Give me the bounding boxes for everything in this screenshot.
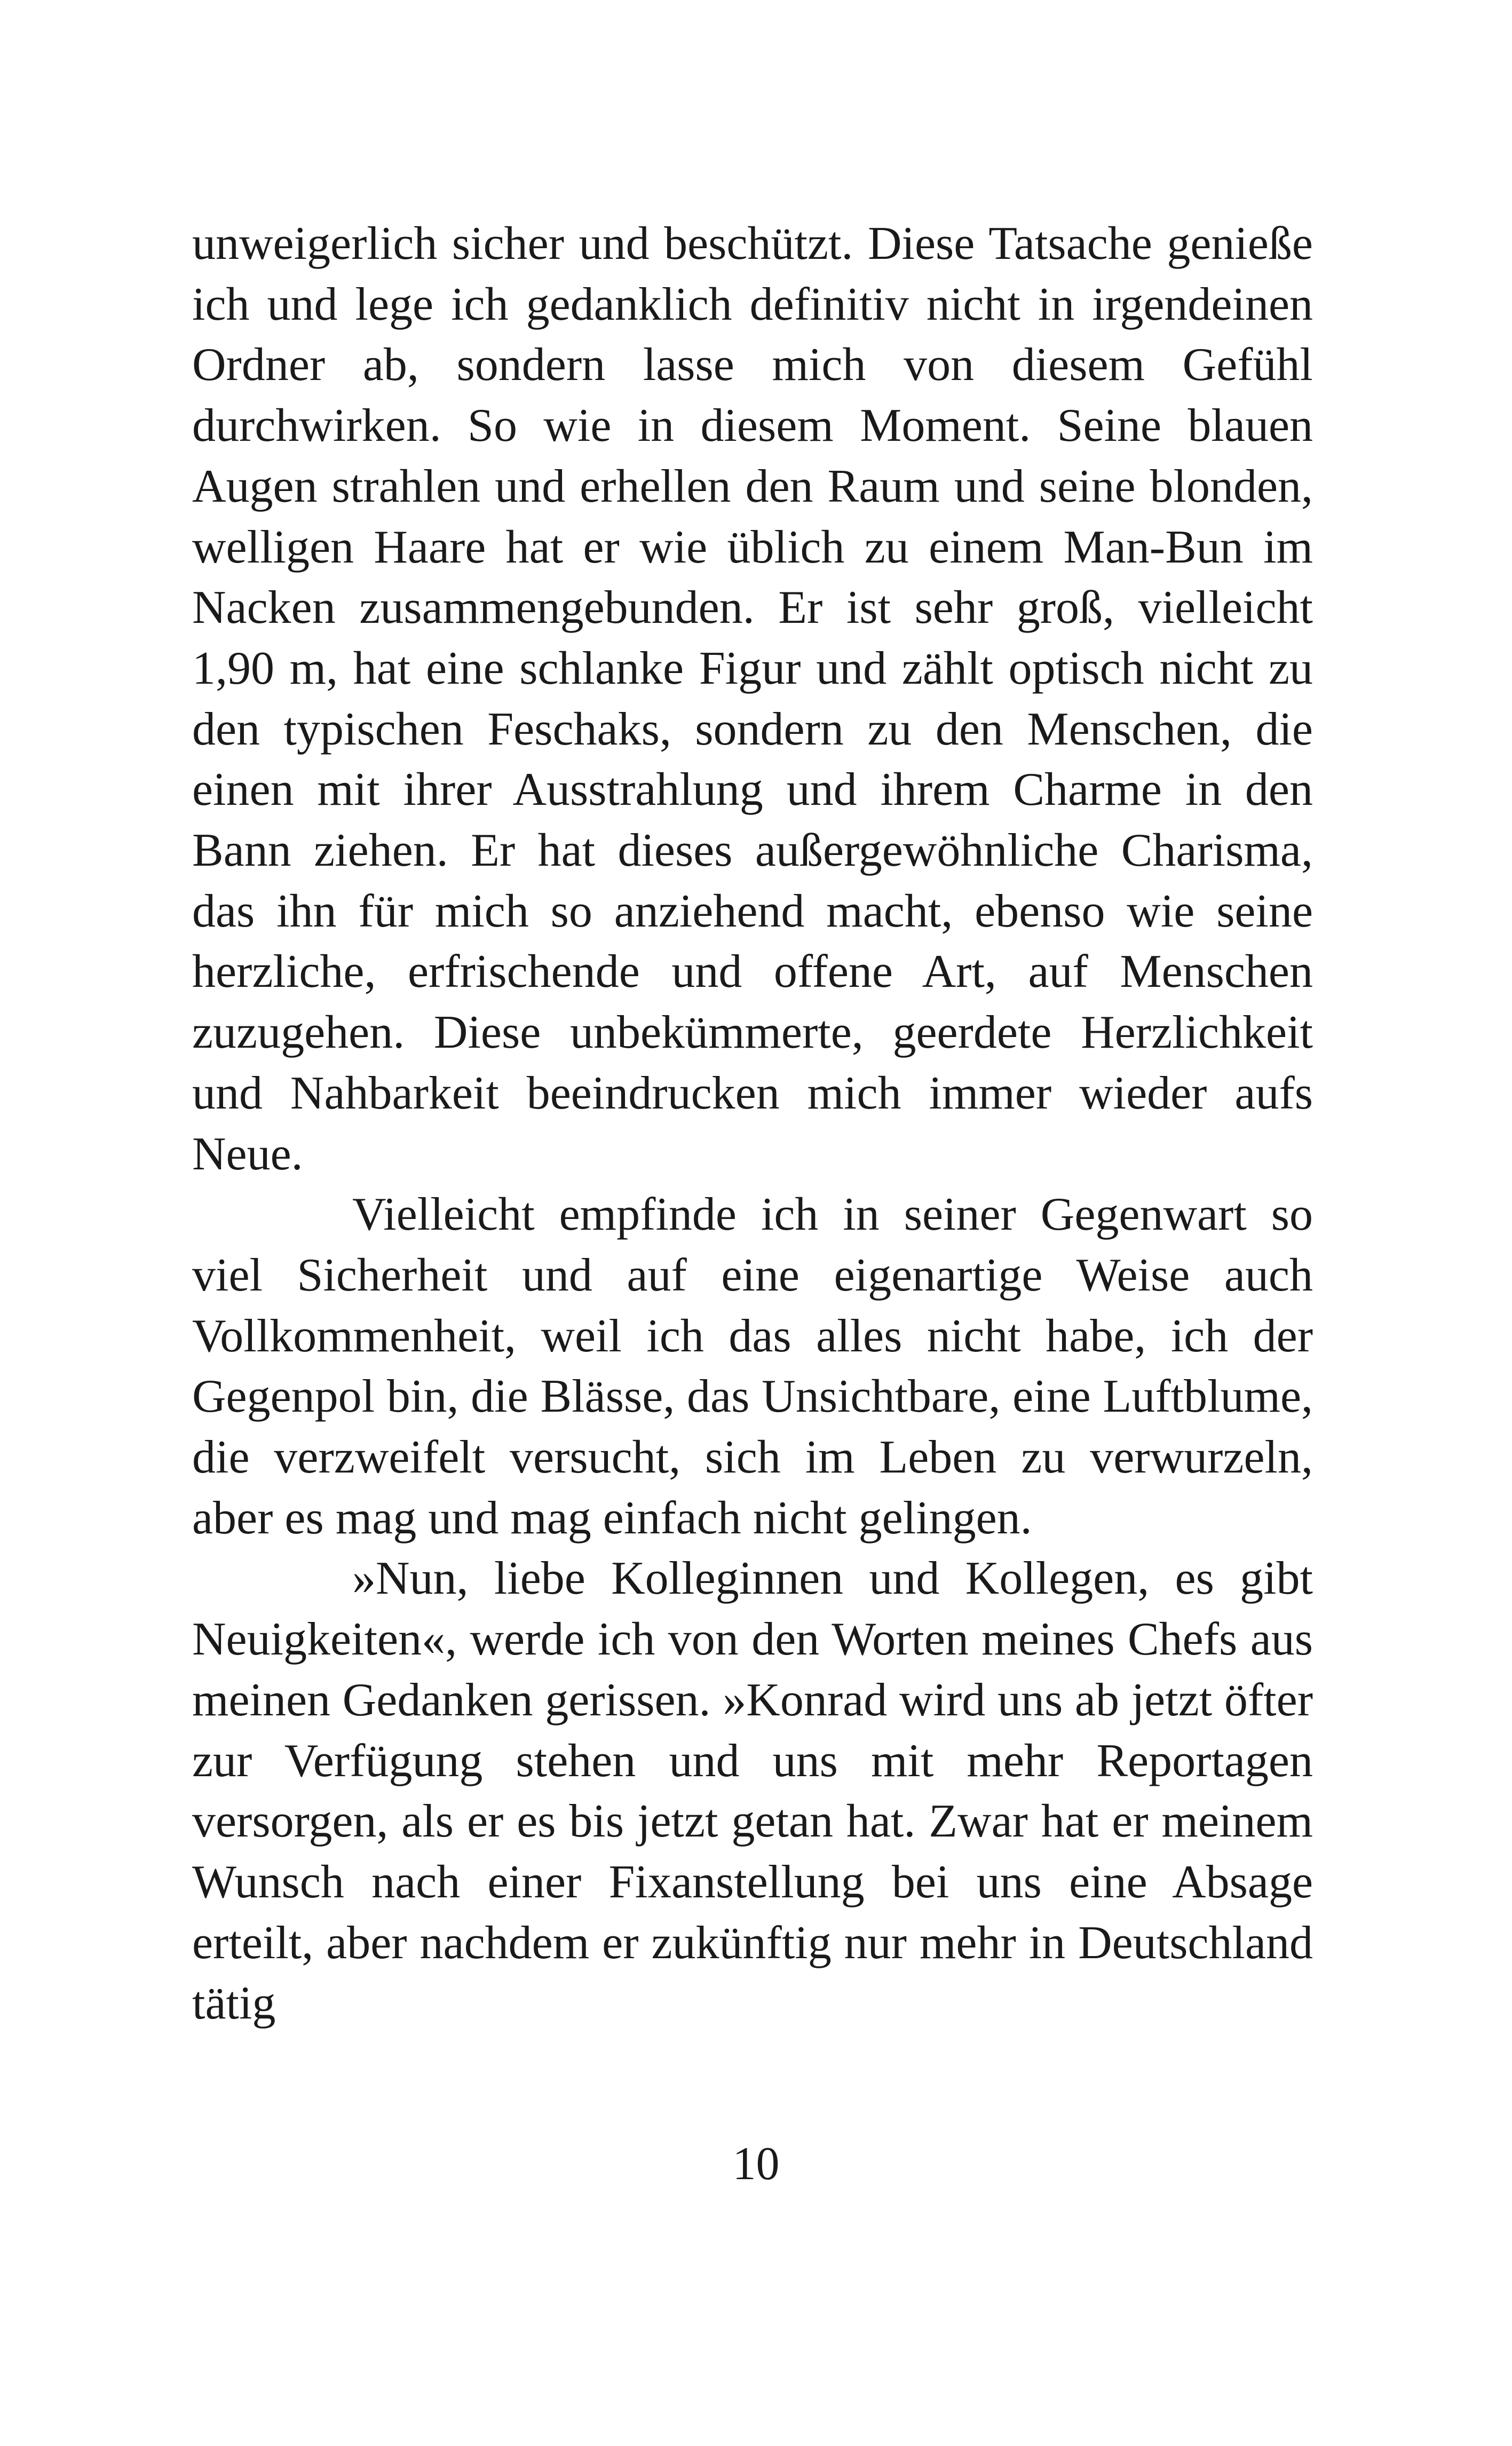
page-number: 10 xyxy=(732,2138,780,2190)
paragraph-1: unweigerlich sicher und beschützt. Diese Tatsache genieße ich und lege ich gedanklich definitiv nicht in irgendeinen Ordner ab, sondern lasse mich von diesem Gefühl durchwirken. So wie in diesem Moment. Seine blauen Augen strahlen und erhellen den Raum und seine blonden, welligen Haare hat er wie üblich zu einem Man-Bun im Nacken zusammengebunden. Er ist sehr groß, vielleicht 1,90 m, hat eine schlanke Figur und zählt optisch nicht zu den typischen Feschaks, sondern zu den Menschen, die einen mit ihrer Ausstrahlung und ihrem Charme in den Bann ziehen. Er hat dieses außergewöhnliche Charisma, das ihn für mich so anziehend macht, ebenso wie seine herzliche, erfrischende und offene Art, auf Menschen zuzugehen. Diese unbekümmerte, geerdete Herzlichkeit und Nahbarkeit beeindrucken mich immer wieder aufs Neue. xyxy=(192,218,1313,1180)
paragraph-3: »Nun, liebe Kolleginnen und Kollegen, es gibt Neuigkeiten«, werde ich von den Worten meines Chefs aus meinen Gedanken gerissen. »Konrad wird uns ab jetzt öfter zur Verfügung stehen und uns mit mehr Reportagen versorgen, als er es bis jetzt getan hat. Zwar hat er meinem Wunsch nach einer Fixanstellung bei uns eine Absage erteilt, aber nachdem er zukünftig nur mehr in Deutschland tätig xyxy=(192,1553,1313,2030)
body-text xyxy=(192,213,1313,2034)
paragraph-2: Vielleicht empfinde ich in seiner Gegenwart so viel Sicherheit und auf eine eigenartige Weise auch Vollkommenheit, weil ich das alles nicht habe, ich der Gegenpol bin, die Blässe, das Unsichtbare, eine Luftblume, die verzweifelt versucht, sich im Leben zu verwurzeln, aber es mag und mag einfach nicht gelingen. xyxy=(192,1189,1313,1544)
